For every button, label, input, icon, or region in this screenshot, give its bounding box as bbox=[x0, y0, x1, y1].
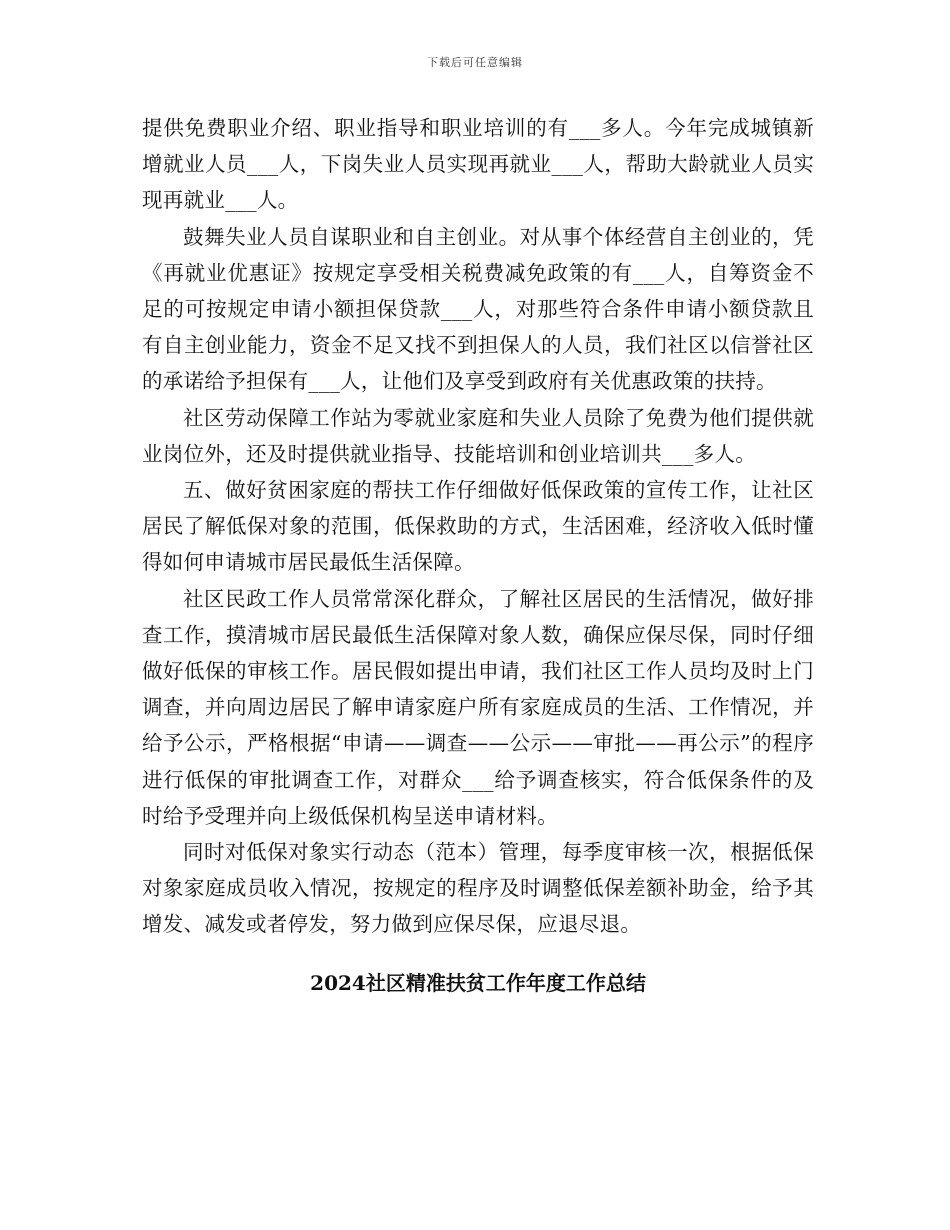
paragraph-civil-affairs-review: 社区民政工作人员常常深化群众，了解社区居民的生活情况，做好排查工作，摸清城市居民最低生活保障对象人数，确保应保尽保，同时仔细做好低保的审核工作。居民假如提出申请，我们社区工作人员均及时上门调查，并向周边居民了解申请家庭户所有家庭成员的生活、工作情况，并给予公示，严格根据“申请——调查——公示——审批——再公示”的程序进行低保的审批调查工作，对群众___给予调查核实，符合低保条件的及时给予受理并向上级低保机构呈送申请材料。 bbox=[142, 586, 814, 828]
paragraph-poverty-assistance: 五、做好贫困家庭的帮扶工作仔细做好低保政策的宣传工作，让社区居民了解低保对象的范围，低保救助的方式，生活困难，经济收入低时懂得如何申请城市居民最低生活保障。 bbox=[142, 478, 814, 575]
paragraph-employment-services: 提供免费职业介绍、职业指导和职业培训的有___多人。今年完成城镇新增就业人员___人，下岗失业人员实现再就业___人，帮助大龄就业人员实现再就业___人。 bbox=[142, 116, 814, 213]
document-title: 2024社区精准扶贫工作年度工作总结 bbox=[310, 970, 646, 995]
document-body bbox=[142, 110, 814, 1001]
paragraph-labor-security-station: 社区劳动保障工作站为零就业家庭和失业人员除了免费为他们提供就业岗位外，还及时提供就业指导、技能培训和创业培训共___多人。 bbox=[142, 405, 814, 466]
page-header-note: 下载后可任意编辑 bbox=[427, 56, 523, 69]
paragraph-dynamic-management: 同时对低保对象实行动态（范本）管理，每季度审核一次，根据低保对象家庭成员收入情况，按规定的程序及时调整低保差额补助金，给予其增发、减发或者停发，努力做到应保尽保，应退尽退。 bbox=[142, 840, 814, 937]
paragraph-self-employment: 鼓舞失业人员自谋职业和自主创业。对从事个体经营自主创业的，凭《再就业优惠证》按规定享受相关税费减免政策的有___人，自筹资金不足的可按规定申请小额担保贷款___人，对那些符合条件申请小额贷款且有自主创业能力，资金不足又找不到担保人的人员，我们社区以信誉社区的承诺给予担保有___人，让他们及享受到政府有关优惠政策的扶持。 bbox=[142, 224, 814, 394]
